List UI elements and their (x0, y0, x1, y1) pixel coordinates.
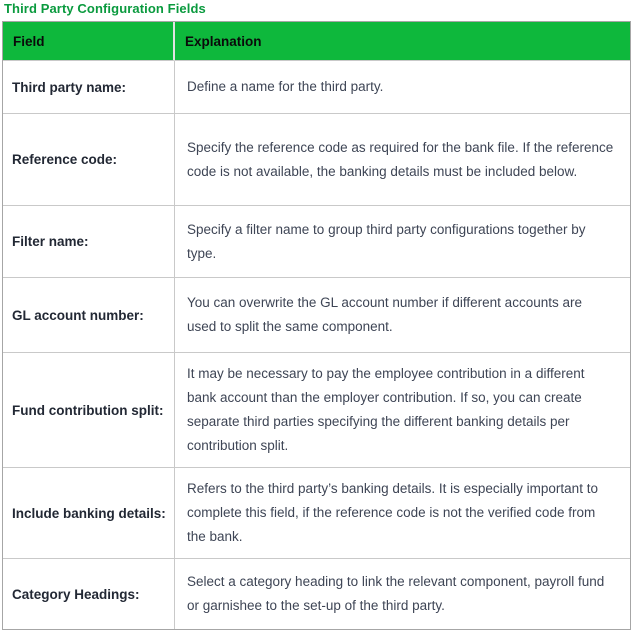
table-row (3, 278, 630, 353)
table-row (3, 468, 630, 559)
table-row (3, 206, 630, 278)
config-fields-table (2, 21, 631, 630)
explanation-cell: Specify the reference code as required for the bank file. If the reference code is not available, the banking details must be included below. (175, 114, 630, 206)
explanation-cell: Define a name for the third party. (175, 61, 630, 114)
explanation-cell: It may be necessary to pay the employee contribution in a different bank account than the employer contribution. If so, you can create separate third parties specifying the different banking details per contribution split. (175, 353, 630, 468)
table-row (3, 353, 630, 468)
table-row (3, 559, 630, 629)
field-name-cell: Filter name: (3, 206, 175, 278)
column-header-field: Field (3, 22, 175, 61)
explanation-cell: You can overwrite the GL account number if different accounts are used to split the same component. (175, 278, 630, 353)
field-name-cell: GL account number: (3, 278, 175, 353)
table-row (3, 61, 630, 114)
explanation-cell: Specify a filter name to group third party configurations together by type. (175, 206, 630, 278)
table-row (3, 114, 630, 206)
page-title: Third Party Configuration Fields (4, 1, 206, 16)
table-header-row (3, 22, 630, 61)
field-name-cell: Fund contribution split: (3, 353, 175, 468)
column-header-explanation: Explanation (175, 22, 630, 61)
field-name-cell: Third party name: (3, 61, 175, 114)
explanation-cell: Refers to the third party’s banking details. It is especially important to complete this field, if the reference code is not the verified code from the bank. (175, 468, 630, 559)
field-name-cell: Reference code: (3, 114, 175, 206)
field-name-cell: Include banking details: (3, 468, 175, 559)
explanation-cell: Select a category heading to link the relevant component, payroll fund or garnishee to the set-up of the third party. (175, 559, 630, 629)
field-name-cell: Category Headings: (3, 559, 175, 629)
